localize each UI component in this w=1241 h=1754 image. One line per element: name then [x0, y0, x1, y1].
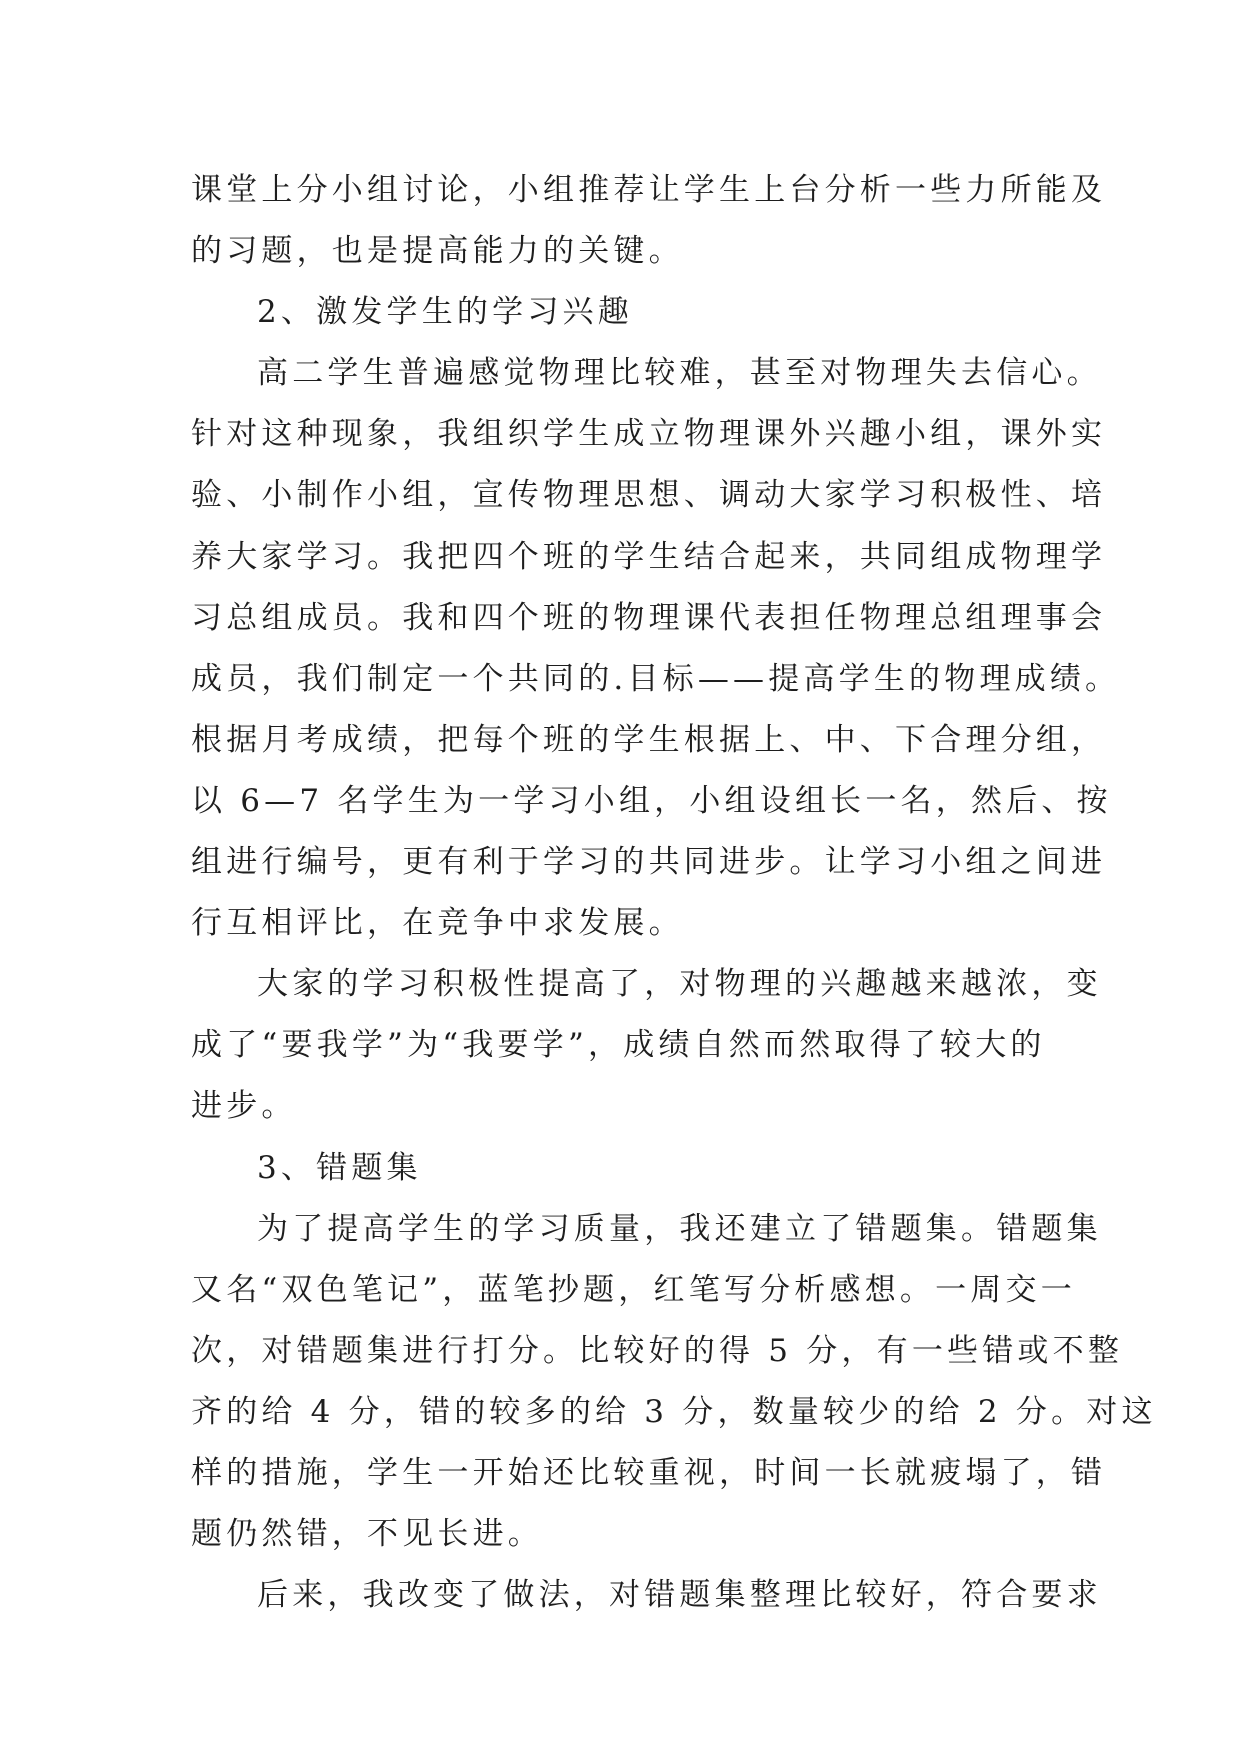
paragraph-first-line: 为了提高学生的学习质量，我还建立了错题集。错题集 — [257, 1210, 1102, 1247]
text-line: 以 6—7 名学生为一学习小组，小组设组长一名，然后、按 — [191, 782, 1112, 819]
text-line: 次，对错题集进行打分。比较好的得 5 分，有一些错或不整 — [191, 1332, 1124, 1369]
paragraph-first-line: 高二学生普遍感觉物理比较难，甚至对物理失去信心。 — [257, 355, 1102, 392]
text-line: 样的措施，学生一开始还比较重视，时间一长就疲塌了，错 — [191, 1454, 1107, 1491]
text-line: 行互相评比，在竞争中求发展。 — [191, 905, 684, 942]
text-line: 成员，我们制定一个共同的.目标——提高学生的物理成绩。 — [191, 660, 1121, 697]
text-line: 组进行编号，更有利于学习的共同进步。让学习小组之间进 — [191, 844, 1107, 881]
text-line: 齐的给 4 分，错的较多的给 3 分，数量较少的给 2 分。对这 — [191, 1393, 1157, 1430]
text-line: 习总组成员。我和四个班的物理课代表担任物理总组理事会 — [191, 599, 1107, 636]
text-line: 又名“双色笔记”，蓝笔抄题，红笔写分析感想。一周交一 — [191, 1271, 1076, 1308]
text-line: 课堂上分小组讨论，小组推荐让学生上台分析一些力所能及 — [191, 172, 1107, 208]
text-line: 养大家学习。我把四个班的学生结合起来，共同组成物理学 — [191, 538, 1107, 575]
paragraph-first-line: 3、错题集 — [257, 1149, 422, 1186]
text-line: 验、小制作小组，宣传物理思想、调动大家学习积极性、培 — [191, 477, 1107, 514]
text-line: 根据月考成绩，把每个班的学生根据上、中、下合理分组， — [191, 721, 1107, 758]
text-line: 进步。 — [191, 1088, 297, 1125]
text-line: 的习题，也是提高能力的关键。 — [191, 233, 684, 270]
text-line: 针对这种现象，我组织学生成立物理课外兴趣小组，课外实 — [191, 416, 1107, 453]
paragraph-first-line: 大家的学习积极性提高了，对物理的兴趣越来越浓，变 — [257, 966, 1102, 1003]
text-line: 题仍然错，不见长进。 — [191, 1516, 543, 1553]
paragraph-first-line: 2、激发学生的学习兴趣 — [257, 294, 633, 331]
body-text — [191, 160, 1157, 1626]
paragraph-first-line: 后来，我改变了做法，对错题集整理比较好，符合要求 — [257, 1577, 1102, 1614]
text-line: 成了“要我学”为“我要学”，成绩自然而然取得了较大的 — [191, 1027, 1046, 1064]
